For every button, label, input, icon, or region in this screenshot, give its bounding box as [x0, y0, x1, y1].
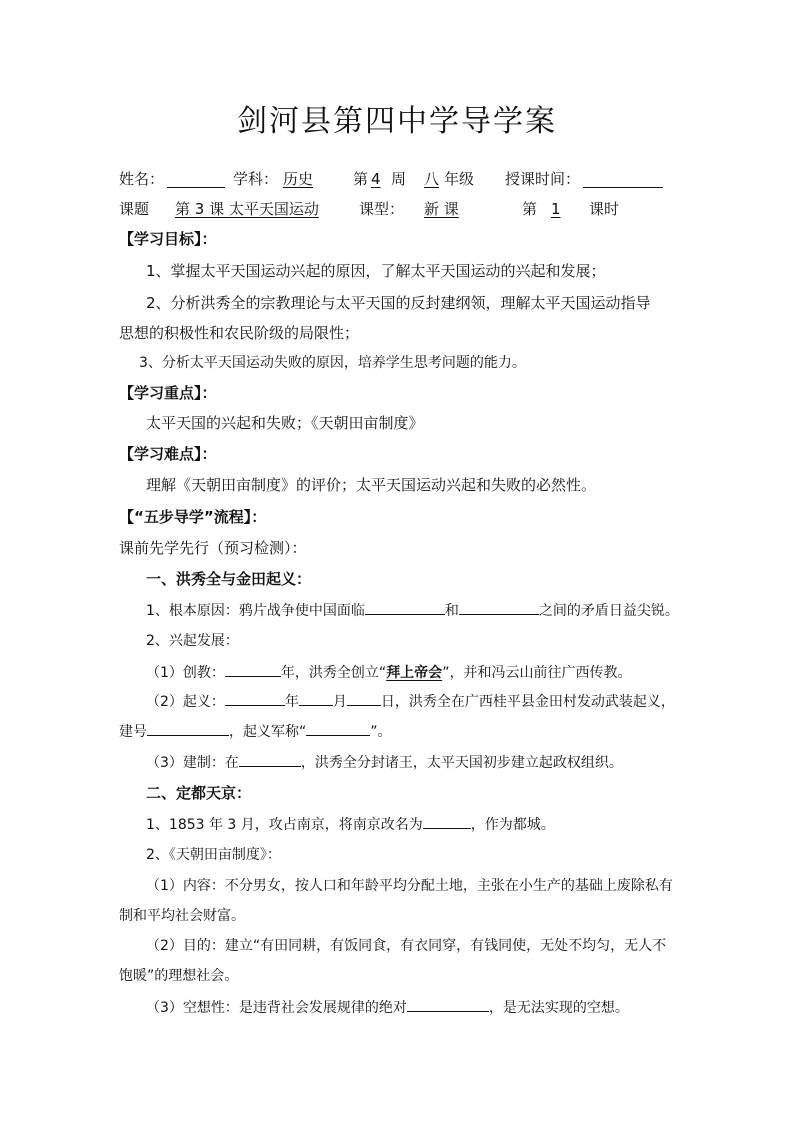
difficulties-heading: 【学习难点】： — [119, 445, 217, 463]
cause-text-b: 和 — [444, 603, 459, 619]
build-place-blank — [239, 752, 301, 767]
period-prefix: 第 — [522, 200, 538, 218]
week-prefix: 第 — [353, 170, 369, 188]
cause-text-c: 之间的矛盾日益尖锐。 — [538, 603, 679, 619]
found-text-b: 年，洪秀全创立“ — [280, 665, 387, 681]
rise-day-blank — [347, 691, 381, 706]
content-line-b: 制和平均社会财富。 — [119, 908, 245, 924]
rise-month-label: 月 — [332, 694, 347, 710]
capital-text-b: ，作为都城。 — [470, 817, 555, 833]
cause-text-a: 1、根本原因：鸦片战争使中国面临 — [146, 603, 365, 619]
cause-blank-1 — [365, 600, 445, 615]
system-label: 2、《天朝田亩制度》： — [146, 847, 281, 863]
capital-line — [146, 814, 555, 835]
goal-item-3: 3、分析太平天国运动失败的原因，培养学生思考问题的能力。 — [139, 355, 526, 371]
cause-line — [146, 600, 679, 621]
difficulties-text: 理解《天朝田亩制度》的评价；太平天国运动兴起和失败的必然性。 — [146, 476, 597, 494]
week-suffix: 周 — [391, 170, 407, 188]
purpose-line-b: 饱暖”的理想社会。 — [119, 968, 239, 984]
topic-value: 第 3 课 太平天国运动 — [175, 200, 319, 218]
grade-suffix: 年级 — [444, 170, 475, 188]
process-heading: 【“五步导学”流程】： — [119, 508, 267, 526]
found-year-blank — [225, 662, 281, 677]
found-org-name: 拜上帝会 — [386, 665, 443, 681]
content-line-a: （1）内容：不分男女，按人口和年龄平均分配土地，主张在小生产的基础上废除私有 — [146, 878, 673, 894]
period-value: 1 — [551, 200, 561, 218]
info-row-2 — [119, 199, 679, 219]
cause-blank-2 — [459, 600, 539, 615]
grade-value: 八 — [424, 170, 440, 188]
rise-text-d: ”。 — [370, 724, 392, 740]
found-text-a: （1）创教： — [146, 665, 225, 681]
week-value: 4 — [371, 170, 381, 188]
rise-line-2 — [119, 721, 392, 742]
build-text-b: ，洪秀全分封诸王，太平天国初步建立起政权组织。 — [300, 755, 623, 771]
type-label: 课型： — [359, 200, 405, 218]
rise-text-b: 建号 — [119, 724, 147, 740]
utopia-text-b: ，是无法实现的空想。 — [488, 1000, 629, 1016]
rise-day-text: 日，洪秀全在广西桂平县金田村发动武装起义， — [380, 694, 675, 710]
page-title: 剑河县第四中学导学案 — [237, 104, 557, 139]
goal-item-2b: 思想的积极性和农民阶级的局限性； — [119, 324, 360, 342]
name-blank — [167, 173, 225, 188]
build-line — [146, 752, 623, 773]
goal-item-2a: 2、分析洪秀全的宗教理论与太平天国的反封建纲领，理解太平天国运动指导 — [146, 294, 651, 312]
rise-army-blank — [306, 721, 370, 736]
time-label: 授课时间： — [505, 170, 581, 188]
preview-label: 课前先学先行（预习检测）： — [119, 539, 307, 557]
goal-item-1: 1、掌握太平天国运动兴起的原因，了解太平天国运动的兴起和发展； — [146, 262, 606, 280]
rise-year-label: 年 — [284, 694, 299, 710]
rise-text-a: （2）起义： — [146, 694, 225, 710]
section1-heading: 一、洪秀全与金田起义： — [146, 570, 312, 588]
key-points-heading: 【学习重点】： — [119, 384, 217, 402]
period-suffix: 课时 — [589, 200, 620, 218]
rise-text-c: ，起义军称“ — [229, 724, 307, 740]
found-line — [146, 662, 631, 683]
utopia-text-a: （3）空想性：是违背社会发展规律的绝对 — [146, 1000, 407, 1016]
section2-heading: 二、定都天京： — [146, 784, 252, 802]
capital-text-a: 1、1853 年 3 月，攻占南京，将南京改名为 — [146, 817, 423, 833]
found-text-c: ”，并和冯云山前往广西传教。 — [442, 665, 632, 681]
build-text-a: （3）建制：在 — [146, 755, 239, 771]
goals-heading: 【学习目标】： — [119, 230, 217, 248]
key-points-text: 太平天国的兴起和失败；《天朝田亩制度》 — [146, 414, 424, 432]
rise-month-blank — [299, 691, 333, 706]
rise-line — [146, 691, 675, 712]
rise-year-blank — [225, 691, 285, 706]
type-value: 新 课 — [424, 200, 459, 218]
subject-value: 历史 — [283, 170, 314, 188]
utopia-blank — [407, 997, 489, 1012]
purpose-line-a: （2）目的：建立“有田同耕，有饭同食，有衣同穿，有钱同使，无处不均匀，无人不 — [146, 938, 667, 954]
topic-label: 课题 — [119, 200, 150, 218]
name-label: 姓名： — [119, 170, 165, 188]
subject-label: 学科： — [233, 170, 279, 188]
develop-label: 2、兴起发展： — [146, 633, 239, 649]
capital-name-blank — [423, 814, 471, 829]
rise-title-blank — [147, 721, 229, 736]
utopia-line — [146, 997, 629, 1018]
time-blank — [583, 173, 663, 188]
info-row-1 — [119, 169, 679, 189]
